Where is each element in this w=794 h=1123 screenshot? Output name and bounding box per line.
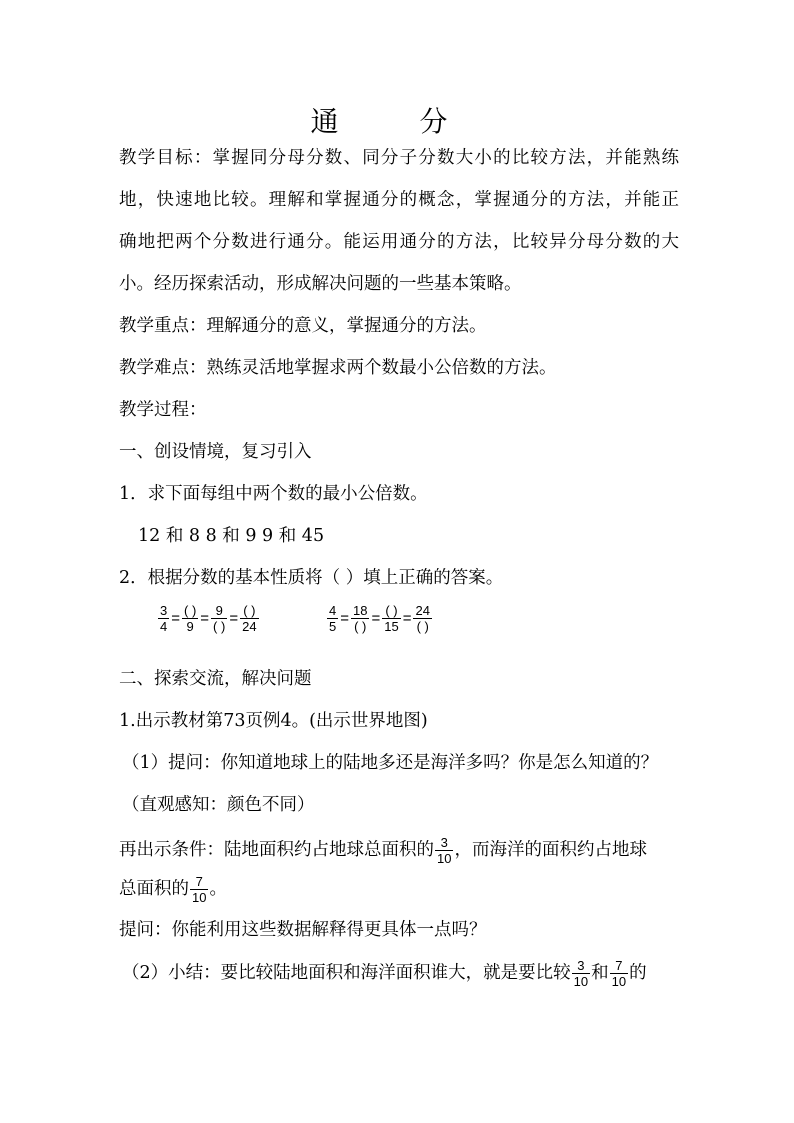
question-1: 1．求下面每组中两个数的最小公倍数。 [119,484,428,504]
fraction-equation-2: $\frac{4}{5}$ = $\frac{18}{( )}$ = $\frac{( )}{15}$ = $\frac{24}{( )}$ [329,603,430,634]
sub-question-1: （1）提问：你知道地球上的陆地多还是海洋多吗？你是怎么知道的？ [122,753,659,773]
condition-line-2: 总面积的 $\frac{7}{10}$ 。 [119,874,227,905]
process-heading: 教学过程： [119,400,207,420]
intuition-note: （直观感知：颜色不同） [122,795,315,815]
objectives-line-2: 地，快速地比较。理解和掌握通分的概念，掌握通分的方法，并能正 [119,190,679,210]
question-1-pairs: 12 和 8 8 和 9 9 和 45 [138,526,325,546]
condition-line: 再出示条件：陆地面积约占地球总面积的 $\frac{3}{10}$ ，而海洋的面积约占地球 [119,835,647,866]
objectives-line-1: 教学目标：掌握同分母分数、同分子分数大小的比较方法，并能熟练 [119,148,679,168]
summary-line: （2）小结：要比较陆地面积和海洋面积谁大，就是要比较 $\frac{3}{10}$ 和 $\frac{7}{10}$ 的 [122,958,647,989]
fraction-land: $\frac{3}{10}$ [573,958,589,989]
section-2-heading: 二、探索交流，解决问题 [119,669,312,689]
question-2: 2．根据分数的基本性质将（ ）填上正确的答案。 [119,568,504,588]
fraction: $\frac{9}{( )}$ [213,603,226,634]
page-title: 通 分 [310,105,484,138]
fraction-sea: $\frac{7}{10}$ [611,958,627,989]
section-1-heading: 一、创设情境，复习引入 [119,442,312,462]
objectives-line-4: 小。经历探索活动，形成解决问题的一些基本策略。 [119,274,522,294]
fraction: $\frac{( )}{15}$ [384,603,399,634]
example-line: 1.出示教材第73页例4。(出示世界地图) [119,711,428,731]
fraction: $\frac{( )}{24}$ [242,603,257,634]
key-point: 教学重点：理解通分的意义，掌握通分的方法。 [119,316,487,336]
fraction: $\frac{3}{4}$ [160,603,168,634]
ask-line: 提问：你能利用这些数据解释得更具体一点吗？ [119,920,487,940]
fraction: $\frac{4}{5}$ [329,603,337,634]
difficulty: 教学难点：熟练灵活地掌握求两个数最小公倍数的方法。 [119,358,557,378]
fraction: $\frac{( )}{9}$ [184,603,197,634]
fraction-sea: $\frac{7}{10}$ [192,874,207,905]
objectives-line-3: 确地把两个分数进行通分。能运用通分的方法，比较异分母分数的大 [119,232,679,252]
fraction: $\frac{18}{( )}$ [353,603,368,634]
fraction-equation-1: $\frac{3}{4}$ = $\frac{( )}{9}$ = $\frac{9}{( )}$ = $\frac{( )}{24}$ [160,603,257,634]
fraction-land: $\frac{3}{10}$ [437,835,452,866]
fraction: $\frac{24}{( )}$ [415,603,430,634]
